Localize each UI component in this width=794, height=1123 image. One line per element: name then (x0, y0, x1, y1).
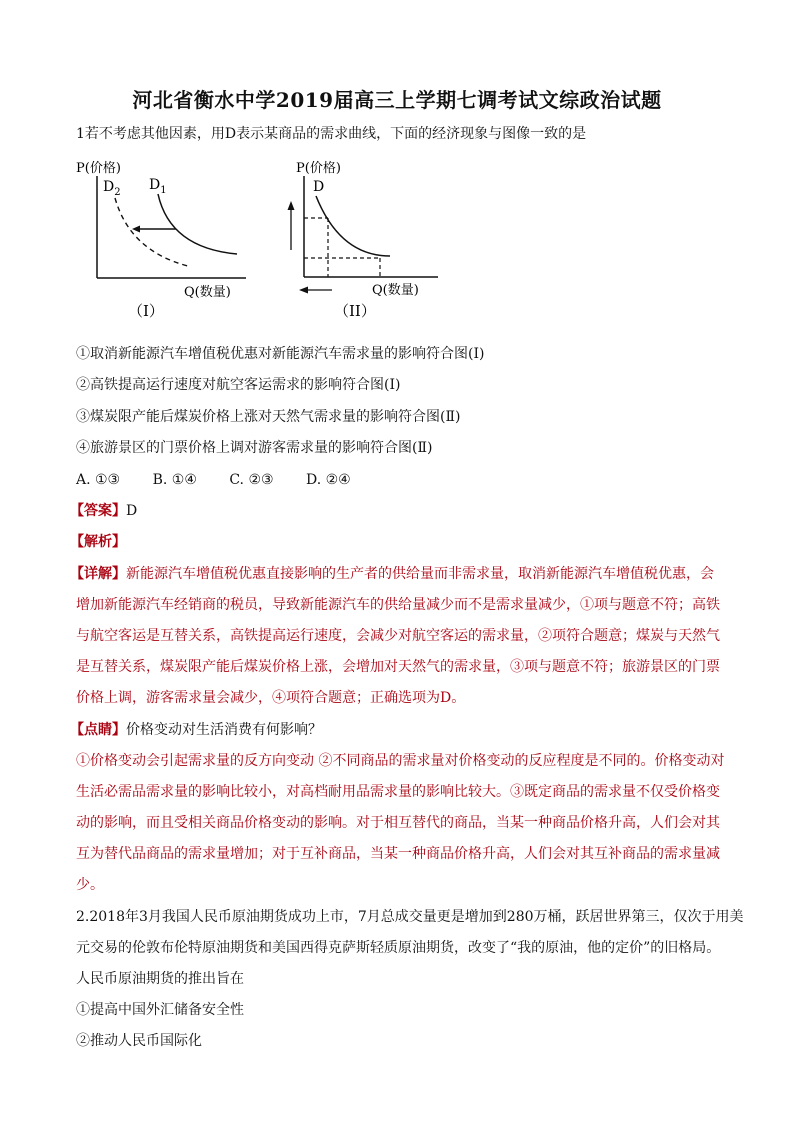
point-line-1: ①价格变动会引起需求量的反方向变动 ②不同商品的需求量对价格变动的反应程度是不同的。价格变动对 (76, 753, 725, 769)
q2-stem-line-1: 2.2018年3月我国人民币原油期货成功上市，7月总成交量更是增加到280万桶，跃居世界第三，仅次于用美 (76, 909, 744, 925)
q1-option-c: C. ②③ (229, 472, 274, 488)
answer-value: D (126, 503, 138, 519)
graph1-y-label: P(价格) (76, 161, 121, 176)
graph2-x-label: Q(数量) (372, 283, 419, 298)
graph2-up-arrowhead (288, 201, 295, 210)
detail-line-1: 【详解】新能源汽车增值税优惠直接影响的生产者的供给量而非需求量，取消新能源汽车增值税优惠，会 (70, 566, 714, 582)
graph1-arrowhead (132, 226, 140, 233)
graph1-d1-label: $D_1$ (149, 177, 167, 196)
q2-item-1: ①提高中国外汇储备安全性 (76, 1002, 244, 1018)
q1-item-1: ①取消新能源汽车增值税优惠对新能源汽车需求量的影响符合图(I) (76, 346, 485, 362)
graph1-d2-label: $D_2$ (103, 179, 121, 198)
point-line-5: 少。 (76, 877, 104, 893)
answer-tag: 【答案】 (70, 503, 126, 519)
demand-graph-2 (278, 156, 458, 330)
page-title: 河北省衡水中学2019届高三上学期七调考试文综政治试题 (132, 88, 662, 112)
point-tag: 【点睛】 (70, 722, 126, 738)
analysis-line (70, 532, 730, 552)
analysis-tag: 【解析】 (70, 534, 126, 550)
point-line-2: 生活必需品需求量的影响比较小，对高档耐用品需求量的影响比较大。③既定商品的需求量不仅受价格变 (76, 784, 720, 800)
detail-line-4: 是互替关系，煤炭限产能后煤炭价格上涨，会增加对天然气的需求量，③项与题意不符；旅游景区的门票 (76, 659, 720, 675)
q1-item-3: ③煤炭限产能后煤炭价格上涨对天然气需求量的影响符合图(Ⅱ) (76, 409, 461, 425)
graph1-curve-d2 (115, 198, 188, 266)
q2-stem-line-2: 元交易的伦敦布伦特原油期货和美国西得克萨斯轻质原油期货，改变了“我的原油，他的定价”的旧格局。 (76, 940, 721, 956)
graph1-curve-d1 (158, 194, 237, 254)
detail-line-3: 与航空客运是互替关系，高铁提高运行速度，会减少对航空客运的需求量，②项符合题意；煤炭与天然气 (76, 628, 720, 644)
graph2-caption: （II） (334, 302, 376, 320)
point-line-3: 动的影响，而且受相关商品价格变动的影响。对于相互替代的商品，当某一种商品价格升高，人们会对其 (76, 815, 720, 831)
q2-item-2: ②推动人民币国际化 (76, 1033, 202, 1049)
graph2-y-label: P(价格) (296, 161, 341, 176)
graph2-left-arrowhead (299, 287, 308, 294)
point-title: 价格变动对生活消费有何影响？ (126, 722, 322, 738)
detail-line-5: 价格上调，游客需求量会减少，④项符合题意；正确选项为D。 (76, 690, 466, 706)
q1-option-d: D. ②④ (306, 472, 351, 488)
graph1-caption: （I） (128, 302, 164, 320)
detail-line-2: 增加新能源汽车经销商的税员，导致新能源汽车的供给量减少而不是需求量减少，①项与题意不符；高铁 (76, 597, 720, 613)
q1-stem: 1若不考虑其他因素，用D表示某商品的需求曲线，下面的经济现象与图像一致的是 (76, 126, 587, 142)
graph2-d-label: D (313, 179, 325, 195)
point-line-title (70, 720, 730, 740)
demand-graph-1 (70, 156, 260, 330)
q1-option-b: B. ①④ (152, 472, 197, 488)
q1-option-a: A. ①③ (76, 472, 121, 488)
answer-line (70, 501, 730, 521)
q1-item-2: ②高铁提高运行速度对航空客运需求的影响符合图(I) (76, 377, 401, 393)
detail-tag: 【详解】 (70, 566, 126, 582)
graph2-curve-d (316, 196, 390, 256)
q1-options (76, 470, 736, 490)
graph1-x-label: Q(数量) (184, 285, 231, 300)
point-line-4: 互为替代品商品的需求量增加；对于互补商品，当某一种商品价格升高，人们会对其互补商品的需求量减 (76, 846, 720, 862)
q2-stem-line-3: 人民币原油期货的推出旨在 (76, 971, 244, 987)
q1-item-4: ④旅游景区的门票价格上调对游客需求量的影响符合图(Ⅱ) (76, 440, 433, 456)
